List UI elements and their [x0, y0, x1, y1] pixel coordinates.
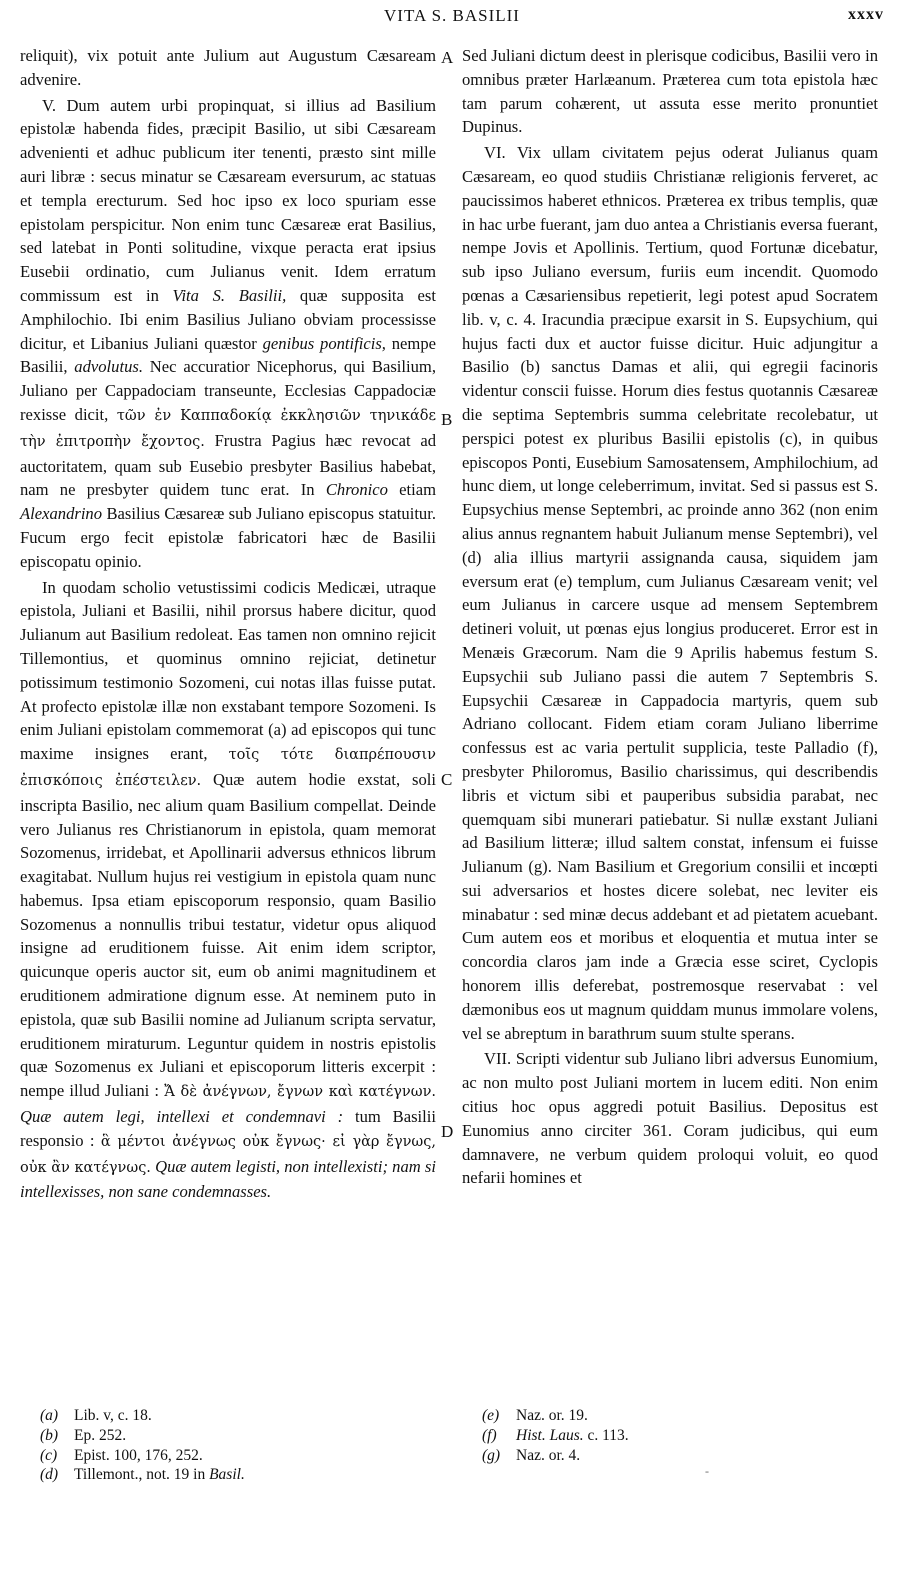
right-column [462, 44, 878, 1192]
page-header [20, 6, 884, 32]
left-column [20, 44, 436, 1206]
margin-marker-a: A [441, 48, 454, 67]
footnote: (d) Tillemont., not. 19 in Basil. [40, 1466, 245, 1484]
footnote: (e) Naz. or. 19. [482, 1407, 588, 1424]
paragraph: VI. Vix ullam civitatem pejus oderat Julianus quam Cæsaream, eo quod studiis Christianæ religionis ferveret, ac paucissimos haberet ethnicos. Præterea ex tribus templis, quæ in hac urbe fuerant, jam duo antea a Christianis eversa fuerant, nempe Jovis et Apollinis. Tertium, quod Fortunæ dicebatur, sub ipso Juliano eversum, furiis eum incendit. Quomodo pœnas a Cæsariensibus repetierit, legi potest apud Socratem lib. v, c. 4. Iracundia præcipue exarsit in S. Eupsychium, qui hujus facti dux et auctor fuisse dicitur. Huic adjungitur a Basilio (b) sanctus Damas et alii, qui egregii facinoris videntur conscii fuisse. Horum dies festus quotannis Cæsareæ die septima Septembris summa celebritate recolebatur, ut perspici potest ex pluribus Basilii epistolis (c), in quibus episcopos Ponti, Eusebium Samosatensem, Amphilochium, ad hunc diem, ut longe celeberrimum, invitat. Sed si passus est S. Eupsychius mense Septembri, ac proinde anno 362 (non enim alius annus regnantem habuit Julianum mense Septembri), vel (d) alia illius martyrii assignanda causa, siquidem jam eversum erat (e) templum, cum Julianus Cæsaream venit; vel eum Julianus in carcere usque ad mensem Septembrem detineri voluit, ut pœnas ejus longius produceret. Error est in Menæis Græcorum. Nam die 9 Aprilis habemus festum S. Eupsychii sub Juliano passi die autem 7 Septembris S. Eupsychii Cæsareæ in Cappadocia martyris, quem sub Adriano collocant. Fidem etiam coram Juliano liberrime confessus est ac varia pertulit supplicia, teste Palladio (f), presbyter Philoromus, Basilio charissimus, qui describendis libris et victum sibi et pauperibus subsidia parabat, nec quemquam sibi munerari patiebatur. Si nullæ exstant Juliani ad Basilium litteræ; illud saltem constat, infensum ei fuisse Julianum (g). Nam Basilium et Gregorium consilii et incœpti sui adversarios et hostes dicere solebat, nec leviter eis minabatur : sed minæ decus addebant et ad pietatem acuebant. Cum autem eos et moribus et eloquentia et mutua inter se concordia claros jam inde a Græcia esse sciret, Cyclopis honorem illis deferebat, postremosque reservabat : vel dæmonibus eos ut magnum quiddam munus immolare volens, vel se abreptum in barathrum suum stulte sperans. [462, 143, 878, 1043]
margin-marker-c: C [441, 770, 453, 789]
page-number: xxxv [848, 6, 884, 23]
footnote: (f) Hist. Laus. c. 113. [482, 1426, 629, 1444]
footnote: (b) Ep. 252. [40, 1426, 127, 1444]
footnotes-right [482, 1406, 629, 1465]
paragraph: V. Dum autem urbi propinquat, si illius ad Basilium epistolæ habenda fides, præcipit Basilio, ut sibi Cæsaream advenienti et adhuc publicum iter tenenti, præsto sint mille auri libræ : secus minatur se Cæsaream eversurum, ac statuas et templa erecturum. Sed hoc ipso ex loco spuriam esse epistolam perspicitur. Non enim tunc Cæsareæ erat Basilius, sed latebat in Ponti solitudine, vixque peracta erat ipsius Eusebii ordinatio, cum Julianus venit. Idem erratum commissum est in Vita S. Basilii, quæ supposita est Amphilochio. Ibi enim Basilius Juliano obviam processisse dicitur, et Libanius Juliani quæstor genibus pontificis, nempe Basilii, advolutus. Nec accuratior Nicephorus, qui Basilium, Juliano per Cappadociam transeunte, Ecclesias Cappadociæ rexisse dicit, τῶν ἐν Καππαδοκίᾳ ἐκκλησιῶν τηνικάδε τὴν ἐπιτροπὴν ἔχοντος. Frustra Pagius hæc revocat ad auctoritatem, quam sub Eusebio presbyter Basilius habebat, nam ne presbyter quidem tunc erat. In Chronico etiam Alexandrino Basilius Cæsareæ sub Juliano episcopus statuitur. Fucum ergo fecit epistolæ fabricatori hæc de Basilii episcopatu opinio. [20, 95, 437, 571]
footnote: (c) Epist. 100, 176, 252. [40, 1446, 203, 1464]
stray-mark: - [705, 1464, 709, 1478]
footnote: (g) Naz. or. 4. [482, 1446, 581, 1464]
paragraph: In quodam scholio vetustissimi codicis Medicæi, utraque epistola, Juliani et Basilii, nihil prorsus habere dicitur, quod Julianum aut Basilium redoleat. Eas tamen non omnino rejicit Tillemontius, et quominus omnino rejiciat, detinetur potissimum testimonio Sozomeni, cui notas illas fuisse putat. At profecto epistolæ illæ non exstabant tempore Sozomeni. Is enim Juliani epistolam commemorat (a) ad episcopos qui tunc maxime insignes erant, τοῖς τότε διαπρέπουσιν ἐπισκόποις ἐπέστειλεν. Quæ autem hodie exstat, soli inscripta Basilio, nec alium quam Basilium compellat. Deinde vero Julianus res Christianorum in epistola, quam memorat Sozomenus, irridebat, et Apollinarii adversus ethnicos librum exagitabat. Nullum hujus rei vestigium in epistola quam nunc habemus. Ipsa etiam episcoporum responsio, quam Basilio Sozomenus a nonnullis tribui testatur, videtur opus aliquod insigne ad eruditionem fuisse. Ait enim idem scriptor, quicunque operis auctor sit, eum ob animi magnitudinem et eruditionem admiratione dignum esse. At neminem puto in epistola, quæ sub Basilii nomine ad Julianum scripta servatur, eruditionem miraturum. Leguntur quidem in nostris epistolis quæ Sozomenus ex Juliani et episcoporum litteris excerpit : nempe illud Juliani : Ἄ δὲ ἀνέγνων, ἔγνων καὶ κατέγνων. Quæ autem legi, intellexi et condemnavi : tum Basilii responsio : ἃ μέντοι ἀνέγνως οὐκ ἔγνως· εἰ γὰρ ἔγνως, οὐκ ἂν κατέγνως. Quæ autem legisti, non intellexisti; nam si intellexisses, non sane condemnasses. [20, 577, 436, 1202]
paragraph: reliquit), vix potuit ante Julium aut Augustum Cæsaream advenire. [20, 46, 436, 89]
running-title: VITA S. BASILII [384, 6, 520, 25]
margin-marker-b: B [441, 410, 453, 429]
footnotes-left [40, 1406, 245, 1485]
paragraph: VII. Scripti videntur sub Juliano libri adversus Eunomium, ac non multo post Juliani mortem in lucem editi. Non enim citius hoc opus aggredi potuit Basilius. Depositus est Eunomius anno circiter 361. Coram judicibus, qui eum damnavere, ne verbum quidem proloqui voluit, eo quod nefarii homines et [462, 1049, 878, 1188]
footnote: (a) Lib. v, c. 18. [40, 1407, 152, 1424]
paragraph: Sed Juliani dictum deest in plerisque codicibus, Basilii vero in omnibus præter Harlæanum. Præterea cum tota epistola hæc tam parum cohærent, ut assuta esse merito pronuntiet Dupinus. [462, 46, 878, 137]
margin-marker-d: D [441, 1122, 454, 1141]
